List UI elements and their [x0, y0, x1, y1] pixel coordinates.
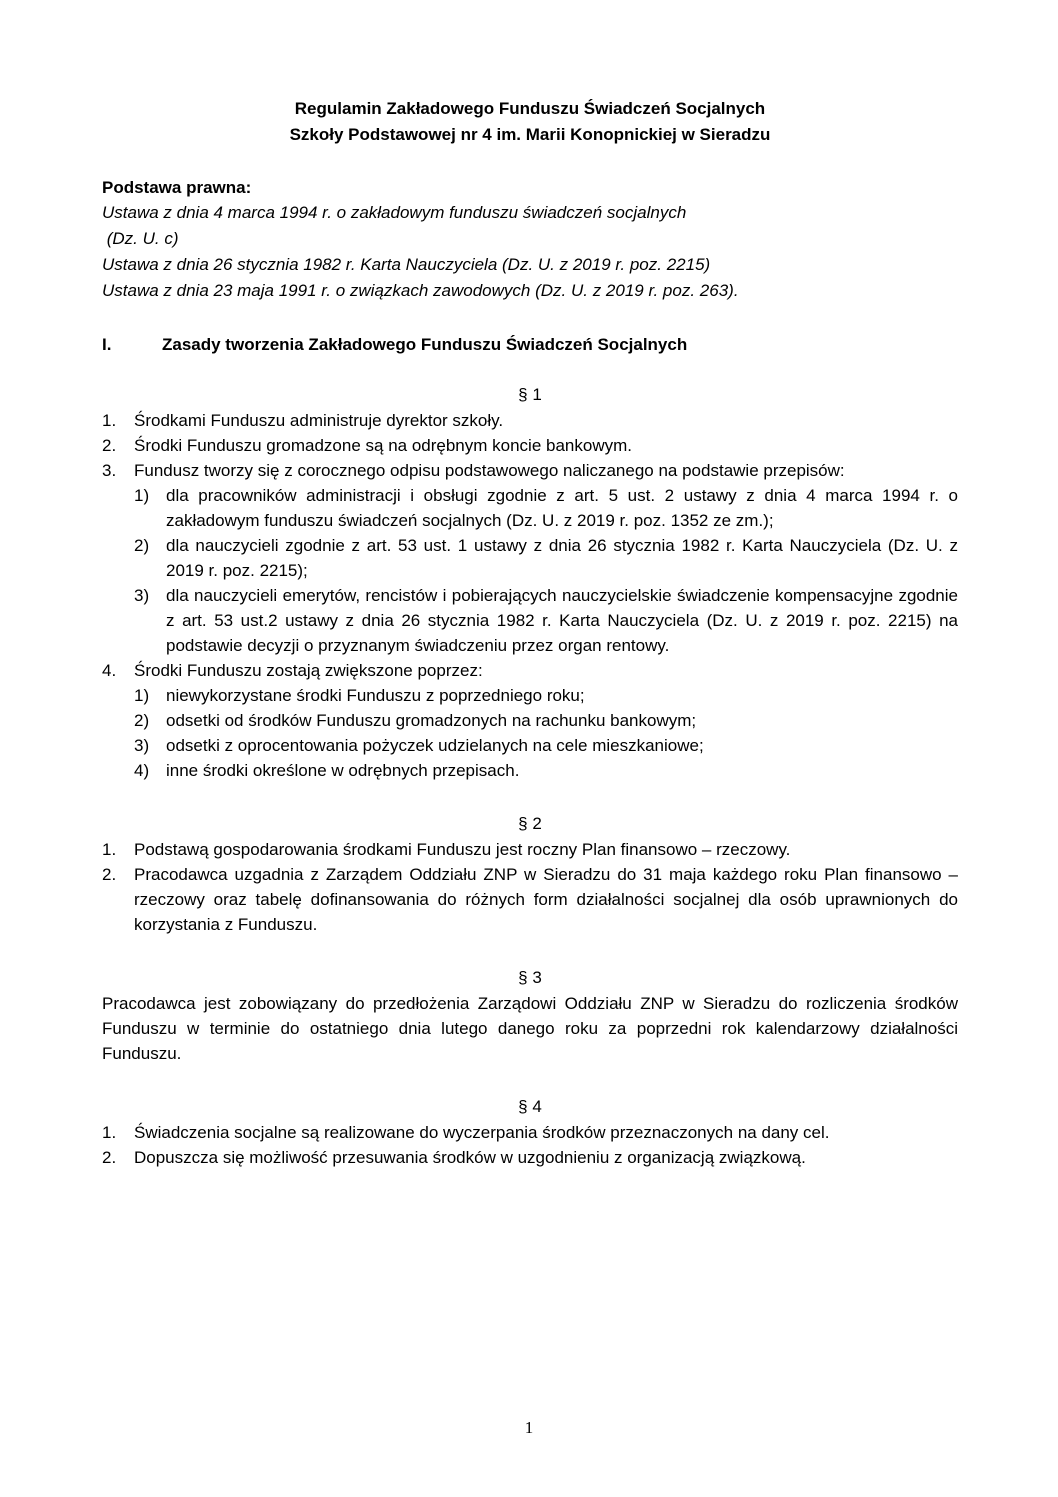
sub-item-text: dla pracowników administracji i obsługi zgodnie z art. 5 ust. 2 ustawy z dnia 4 marca 1994 r. o zakładowym funduszu świadczeń socjalnych (Dz. U. z 2019 r. poz. 1352 ze zm.);	[166, 486, 958, 530]
list-item	[102, 658, 958, 683]
sub-item-text: niewykorzystane środki Funduszu z poprzedniego roku;	[166, 686, 585, 705]
legal-basis-line: Ustawa z dnia 26 stycznia 1982 r. Karta Nauczyciela (Dz. U. z 2019 r. poz. 2215)	[102, 255, 711, 274]
document-content	[102, 96, 958, 1170]
list-item-number: 2.	[102, 865, 117, 884]
title-line-2: Szkoły Podstawowej nr 4 im. Marii Konopnickiej w Sieradzu	[289, 125, 771, 144]
legal-basis-line: Ustawa z dnia 23 maja 1991 r. o związkach zawodowych (Dz. U. z 2019 r. poz. 263).	[102, 281, 739, 300]
section-number: I.	[102, 335, 112, 354]
list-item-text: Pracodawca uzgadnia z Zarządem Oddziału ZNP w Sieradzu do 31 maja każdego roku Plan finansowo – rzeczowy oraz tabelę dofinansowania do różnych form działalności socjalnej dla osób uprawnionych do korzystania z Funduszu.	[134, 865, 958, 934]
sub-item-text: odsetki z oprocentowania pożyczek udzielanych na cele mieszkaniowe;	[166, 736, 704, 755]
list-item	[102, 458, 958, 483]
sub-item-number: 3)	[134, 736, 150, 755]
list-item-text: Dopuszcza się możliwość przesuwania środków w uzgodnieniu z organizacją związkową.	[134, 1148, 806, 1167]
sub-list-item	[134, 708, 958, 733]
sub-list-item	[134, 758, 958, 783]
paragraph-sign-2: § 2	[518, 814, 542, 833]
list-item-number: 1.	[102, 1123, 117, 1142]
document-title	[102, 96, 958, 148]
list-item-text: Środki Funduszu gromadzone są na odrębnym koncie bankowym.	[134, 436, 632, 455]
paragraph-sign-3: § 3	[518, 968, 542, 987]
list-item	[102, 862, 958, 937]
sub-item-text: inne środki określone w odrębnych przepisach.	[166, 761, 520, 780]
sub-list-item	[134, 733, 958, 758]
section-title: Zasady tworzenia Zakładowego Funduszu Świadczeń Socjalnych	[162, 335, 688, 354]
sub-item-number: 2)	[134, 711, 150, 730]
list-item-number: 2.	[102, 1148, 117, 1167]
paragraph-sign-1: § 1	[518, 385, 542, 404]
sub-item-number: 1)	[134, 486, 150, 505]
title-line-1: Regulamin Zakładowego Funduszu Świadczeń Socjalnych	[294, 99, 766, 118]
list-item-number: 3.	[102, 461, 117, 480]
sub-item-number: 3)	[134, 586, 150, 605]
list-item-number: 2.	[102, 436, 117, 455]
list-item	[102, 837, 958, 862]
list-item	[102, 433, 958, 458]
legal-basis-heading: Podstawa prawna:	[102, 178, 252, 197]
sub-item-text: odsetki od środków Funduszu gromadzonych na rachunku bankowym;	[166, 711, 697, 730]
sub-list-item	[134, 533, 958, 583]
list-item-text: Fundusz tworzy się z corocznego odpisu podstawowego naliczanego na podstawie przepisów:	[134, 461, 845, 480]
list-item	[102, 408, 958, 433]
list-item-number: 4.	[102, 661, 117, 680]
sub-item-number: 2)	[134, 536, 150, 555]
list-item	[102, 1145, 958, 1170]
list-item-text: Świadczenia socjalne są realizowane do wyczerpania środków przeznaczonych na dany cel.	[134, 1123, 830, 1142]
section-heading	[102, 332, 958, 358]
paragraph-sign-4: § 4	[518, 1097, 542, 1116]
list-item-number: 1.	[102, 840, 117, 859]
sub-list-item	[134, 683, 958, 708]
sub-list-item	[134, 583, 958, 658]
list-item	[102, 1120, 958, 1145]
list-item-text: Środkami Funduszu administruje dyrektor szkoły.	[134, 411, 504, 430]
list-item-text: Podstawą gospodarowania środkami Funduszu jest roczny Plan finansowo – rzeczowy.	[134, 840, 791, 859]
legal-basis-line: Ustawa z dnia 4 marca 1994 r. o zakładowym funduszu świadczeń socjalnych	[102, 203, 687, 222]
sub-item-number: 1)	[134, 686, 150, 705]
paragraph-text: Pracodawca jest zobowiązany do przedłożenia Zarządowi Oddziału ZNP w Sieradzu do rozliczenia środków Funduszu w terminie do ostatniego dnia lutego danego roku za poprzedni rok kalendarzowy działalności Funduszu.	[102, 994, 958, 1063]
legal-basis-line: (Dz. U. c)	[102, 229, 179, 248]
sub-list-item	[134, 483, 958, 533]
list-item-text: Środki Funduszu zostają zwiększone poprzez:	[134, 661, 483, 680]
sub-item-number: 4)	[134, 761, 150, 780]
sub-item-text: dla nauczycieli zgodnie z art. 53 ust. 1 ustawy z dnia 26 stycznia 1982 r. Karta Nauczyciela (Dz. U. z 2019 r. poz. 2215);	[166, 536, 958, 580]
page-number: 1	[524, 1418, 534, 1437]
sub-item-text: dla nauczycieli emerytów, rencistów i pobierających nauczycielskie świadczenie kompensacyjne zgodnie z art. 53 ust.2 ustawy z dnia 26 stycznia 1982 r. Karta Nauczyciela (Dz. U. z 2019 r. poz. 2215) na podstawie decyzji o przyznanym świadczeniu przez organ rentowy.	[166, 586, 958, 655]
list-item-number: 1.	[102, 411, 117, 430]
legal-basis-list	[102, 200, 958, 304]
